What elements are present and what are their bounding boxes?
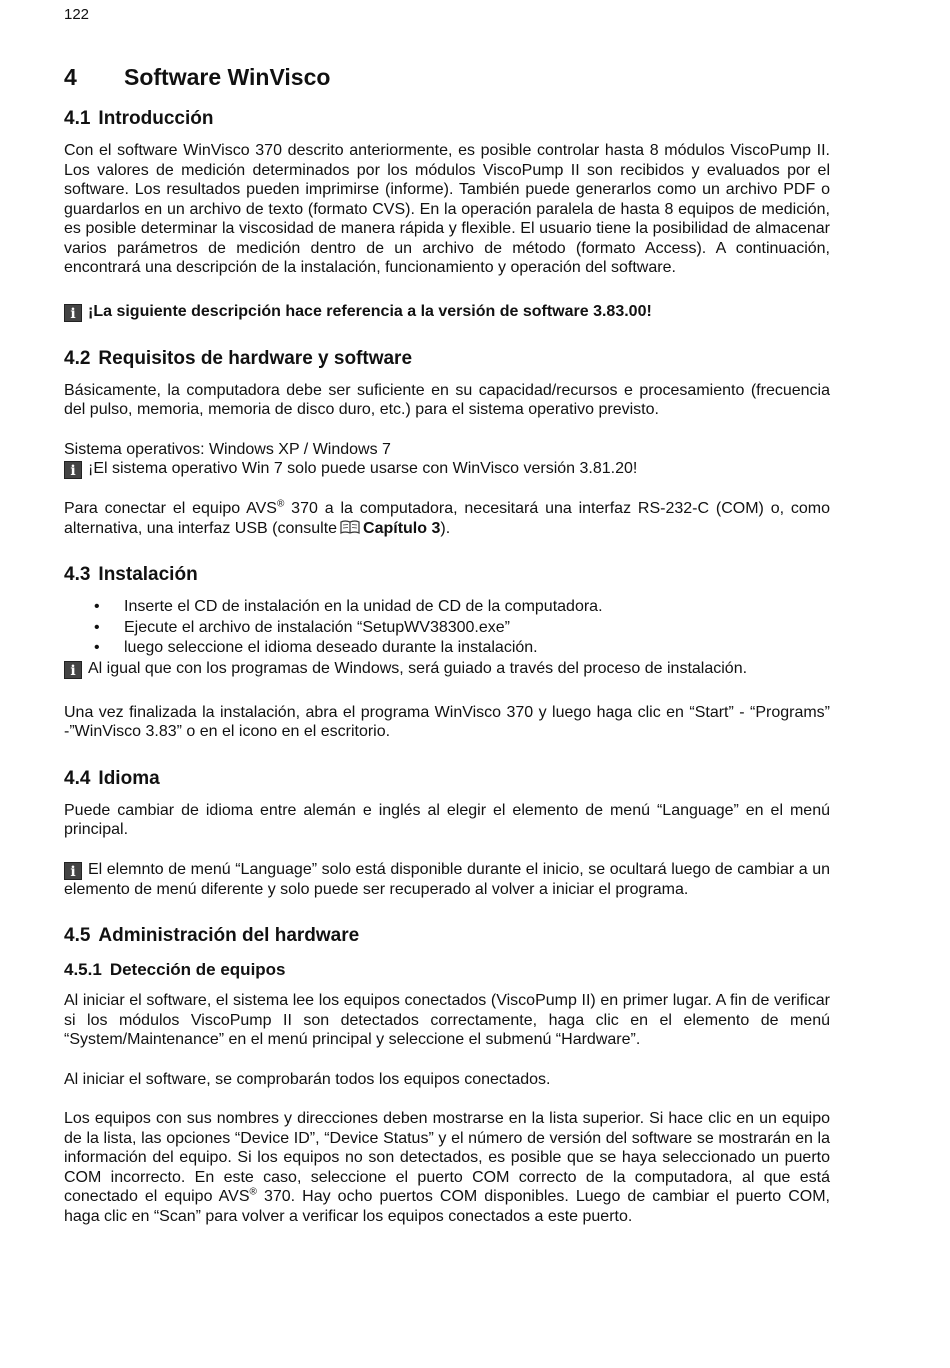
section-number: 4.2 <box>64 347 91 369</box>
subsection-title: Detección de equipos <box>109 960 286 979</box>
subsection-heading-4-5-1 <box>64 958 830 982</box>
requirements-paragraph: Básicamente, la computadora debe ser suficiente en su capacidad/recursos e procesamiento (frecuencia del pulso, memoria, memoria de disco duro, etc.) para el sistema operativo previsto. <box>64 381 830 418</box>
registered-mark: ® <box>276 498 285 510</box>
section-title: Requisitos de hardware y software <box>98 347 413 369</box>
install-note-text: Al igual que con los programas de Windows, será guiado a través del proceso de instalación. <box>88 659 748 677</box>
chapter-number: 4 <box>64 64 77 90</box>
os-line: Sistema operativos: Windows XP / Windows 7 <box>64 440 391 458</box>
book-icon <box>340 520 360 534</box>
section-heading-4-4 <box>64 766 830 792</box>
list-item: • Inserte el CD de instalación en la unidad de CD de la computadora. <box>64 597 830 618</box>
section-heading-4-1 <box>64 106 830 132</box>
detection-paragraph-3 <box>64 1109 830 1226</box>
section-heading-4-2 <box>64 346 830 372</box>
document-body <box>64 62 830 1226</box>
detection-text-b: 370. Hay ocho puertos COM disponibles. Luego de cambiar el puerto COM, haga clic en “Scan” para volver a verificar los equipos conectados a este puerto. <box>64 1188 830 1225</box>
intro-paragraph: Con el software WinVisco 370 descrito anteriormente, es posible controlar hasta 8 módulos ViscoPump II. Los valores de medición determinados por los módulos ViscoPump II son recibidos y evaluados por el software. Los resultados pueden imprimirse (informe). También puede generarlos como un archivo PDF o guardarlos en un archivo de texto (formato CVS). En la operación paralela de hasta 8 equipos de medición, es posible determinar la viscosidad de manera rápida y flexible. El usuario tiene la posibilidad de almacenar varios parámetros de medición dentro de un archivo de método (formato Access). A continuación, encontrará una descripción de la instalación, funcionamiento y operación del software. <box>64 142 830 276</box>
list-item: • Ejecute el archivo de instalación “SetupWV38300.exe” <box>64 618 830 639</box>
chapter-heading <box>64 62 830 92</box>
subsection-number: 4.5.1 <box>64 960 102 979</box>
section-number: 4.1 <box>64 108 91 129</box>
connection-text-b: 370 a la computadora, necesitará una interfaz RS-232-C (COM) o, como alternativa, una interfaz USB (consulte <box>64 500 831 537</box>
detection-paragraph-2: Al iniciar el software, se comprobarán todos los equipos conectados. <box>64 1070 551 1088</box>
section-title: Idioma <box>98 767 160 789</box>
version-note-text: ¡La siguiente descripción hace referencia a la versión de software 3.83.00! <box>88 302 652 320</box>
language-paragraph: Puede cambiar de idioma entre alemán e inglés al elegir el elemento de menú “Language” en el menú principal. <box>64 801 830 838</box>
section-heading-4-5 <box>64 923 830 949</box>
connection-text-c: ). <box>440 519 451 537</box>
version-note <box>64 302 830 322</box>
detection-text-a: Los equipos con sus nombres y direcciones deben mostrarse en la lista superior. Si hace clic en un equipo de la lista, las opciones “Device ID”, “Device Status” y el número de versión del software se mostrarán en la información del equipo. Si los equipos no son detectados, es posible que se haya seleccionado un puerto COM incorrecto. En este caso, seleccione el puerto COM correcto de la computadora, al que está conectado el equipo AVS <box>64 1110 830 1205</box>
section-number: 4.4 <box>64 767 91 789</box>
connection-text-a: Para conectar el equipo AVS <box>64 500 277 517</box>
install-steps-list <box>64 597 830 659</box>
chapter-title: Software WinVisco <box>124 64 331 90</box>
language-note <box>64 860 830 900</box>
detection-paragraph-1: Al iniciar el software, el sistema lee los equipos conectados (ViscoPump II) en primer lugar. A fin de verificar si los módulos ViscoPump II son detectados correctamente, haga clic en el elemento de menú “System/Maintenance” en el menú principal y seleccione el submenú “Hardware”. <box>64 992 830 1048</box>
os-note-text: ¡El sistema operativo Win 7 solo puede usarse con WinVisco versión 3.81.20! <box>88 460 638 477</box>
chapter-reference: Capítulo 3 <box>363 519 441 537</box>
section-title: Administración del hardware <box>98 925 360 946</box>
page-number: 122 <box>64 6 90 23</box>
start-paragraph: Una vez finalizada la instalación, abra el programa WinVisco 370 y luego haga clic en “Start” - “Programs” -”WinVisco 3.83” o en el icono en el escritorio. <box>64 703 830 740</box>
section-number: 4.3 <box>64 564 91 585</box>
section-heading-4-3 <box>64 562 830 588</box>
list-item: • luego seleccione el idioma deseado durante la instalación. <box>64 638 830 659</box>
install-note <box>64 659 830 679</box>
section-title: Instalación <box>98 564 198 585</box>
info-icon: i <box>64 461 82 479</box>
info-icon: i <box>64 862 82 880</box>
registered-mark: ® <box>249 1186 257 1198</box>
section-title: Introducción <box>98 108 214 129</box>
info-icon: i <box>64 304 82 322</box>
language-note-text: El elemnto de menú “Language” solo está disponible durante el inicio, se ocultará luego de cambiar a un elemento de menú diferente y solo puede ser recuperado al volver a iniciar el programa. <box>64 860 830 898</box>
os-note <box>64 459 830 479</box>
connection-paragraph <box>64 499 830 538</box>
section-number: 4.5 <box>64 925 91 946</box>
info-icon: i <box>64 661 82 679</box>
